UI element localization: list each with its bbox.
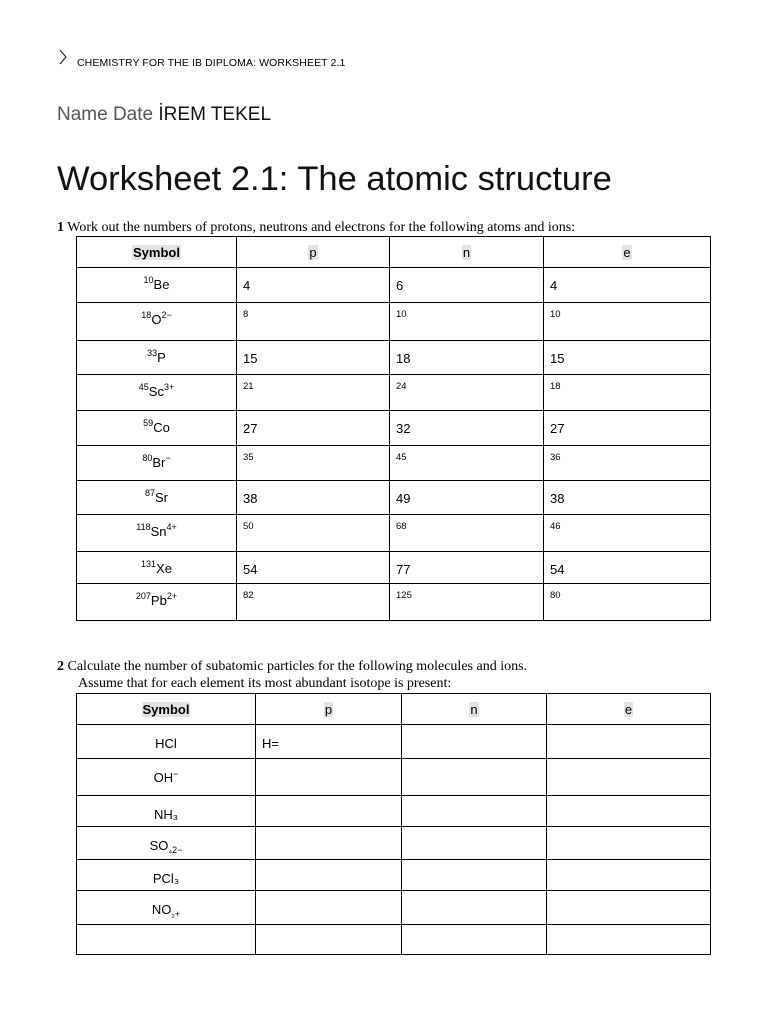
protons-cell[interactable]: 27 [237,411,390,446]
formula: NH₃ [153,807,179,822]
electrons-cell[interactable]: 46 [544,515,711,552]
formula-cell [77,827,256,860]
neutrons-cell[interactable]: 49 [390,481,544,515]
electrons-cell[interactable]: 4 [544,268,711,303]
isotope-symbol-cell [77,481,237,515]
atoms-ions-table [76,236,711,621]
formula-subscript: ₄2− [168,845,183,855]
formula-cell [77,860,256,891]
protons-cell[interactable] [256,796,402,827]
mass-number: 45 [138,381,149,392]
isotope-symbol-cell [77,303,237,341]
table-row [77,481,711,515]
table-row [77,725,711,759]
table-row [77,759,711,796]
electrons-cell[interactable] [547,860,711,891]
protons-cell[interactable] [256,759,402,796]
neutrons-cell[interactable]: 10 [390,303,544,341]
neutrons-cell[interactable]: 24 [390,375,544,411]
element-symbol: Xe [156,561,172,576]
electrons-cell[interactable] [547,725,711,759]
electrons-cell[interactable]: 80 [544,584,711,621]
formula-subscript: ₂+ [171,909,181,919]
molecules-ions-table [76,693,711,955]
electrons-cell[interactable] [547,827,711,860]
question-2-instruction: Assume that for each element its most abundant isotope is present: [78,676,452,691]
protons-cell[interactable] [256,827,402,860]
name-date-line [57,104,271,126]
formula-cell [77,796,256,827]
table-row [77,584,711,621]
neutrons-cell[interactable]: 125 [390,584,544,621]
formula-cell [77,759,256,796]
mass-number: 10 [143,274,154,285]
neutrons-cell[interactable]: 77 [390,552,544,584]
question-2-text: Calculate the number of subatomic particles for the following molecules and ions. [67,659,528,674]
formula-cell [77,925,256,955]
neutrons-cell[interactable] [402,759,547,796]
question-2-number: 2 [57,659,64,674]
electrons-cell[interactable]: 36 [544,446,711,481]
table-row [77,341,711,375]
protons-cell[interactable]: 15 [237,341,390,375]
element-symbol: P [157,350,166,365]
column-header-n: n [390,237,544,268]
neutrons-cell[interactable] [402,725,547,759]
element-symbol: Br [152,455,166,470]
formula: PCl₃ [152,871,180,886]
question-1-number: 1 [57,220,64,235]
table-row [77,268,711,303]
table-row [77,827,711,860]
electrons-cell[interactable]: 27 [544,411,711,446]
question-1 [57,220,575,236]
mass-number: 207 [135,590,151,601]
column-header-n: n [402,694,547,725]
isotope-symbol-cell [77,411,237,446]
column-header-symbol: Symbol [77,694,256,725]
mass-number: 33 [147,347,158,358]
ion-charge: − [173,769,179,779]
protons-cell[interactable]: 21 [237,375,390,411]
table-row [77,303,711,341]
element-symbol: Co [153,420,170,435]
isotope-symbol-cell [77,446,237,481]
mass-number: 80 [142,452,153,463]
question-2 [57,659,527,675]
name-date-label: Name Date [57,104,154,125]
element-symbol: Pb [150,593,167,608]
electrons-cell[interactable] [547,925,711,955]
table-row [77,552,711,584]
column-header-p: p [237,237,390,268]
worksheet-header: CHEMISTRY FOR THE IB DIPLOMA: WORKSHEET 2.1 [77,57,346,69]
column-header-p: p [256,694,402,725]
neutrons-cell[interactable]: 18 [390,341,544,375]
ion-charge: 4+ [166,521,177,532]
formula: NO [151,902,172,917]
mass-number: 18 [141,309,152,320]
column-header-symbol: Symbol [77,237,237,268]
isotope-symbol-cell [77,552,237,584]
formula-cell [77,725,256,759]
isotope-symbol-cell [77,341,237,375]
protons-cell[interactable]: 35 [237,446,390,481]
column-header-e: e [547,694,711,725]
protons-cell[interactable]: 50 [237,515,390,552]
electrons-cell[interactable] [547,891,711,925]
student-name: İREM TEKEL [158,104,272,125]
question-1-text: Work out the numbers of protons, neutrons and electrons for the following atoms and ions: [67,220,576,235]
protons-cell[interactable]: 82 [237,584,390,621]
protons-cell[interactable]: 4 [237,268,390,303]
table-row [77,796,711,827]
neutrons-cell[interactable]: 32 [390,411,544,446]
table-row [77,411,711,446]
electrons-cell[interactable]: 38 [544,481,711,515]
column-header-e: e [544,237,711,268]
neutrons-cell[interactable]: 6 [390,268,544,303]
isotope-symbol-cell [77,375,237,411]
ion-charge: − [165,452,171,463]
protons-cell[interactable] [256,860,402,891]
electrons-cell[interactable]: 18 [544,375,711,411]
chevron-right-icon [57,48,71,68]
element-symbol: Sn [150,524,167,539]
page-title: Worksheet 2.1: The atomic structure [57,160,612,198]
electrons-cell[interactable] [547,759,711,796]
formula: HCl [155,736,177,751]
table-row [77,515,711,552]
neutrons-cell[interactable] [402,925,547,955]
neutrons-cell[interactable]: 45 [390,446,544,481]
table-row [77,446,711,481]
element-symbol: O [151,312,162,327]
neutrons-cell[interactable]: 68 [390,515,544,552]
electrons-cell[interactable]: 15 [544,341,711,375]
isotope-symbol-cell [77,515,237,552]
table-row [77,375,711,411]
neutrons-cell[interactable] [402,860,547,891]
neutrons-cell[interactable] [402,891,547,925]
protons-cell[interactable] [256,891,402,925]
mass-number: 118 [136,521,151,532]
mass-number: 87 [144,487,155,498]
mass-number: 131 [141,558,157,569]
element-symbol: Sr [155,490,168,505]
element-symbol: Sc [148,384,164,399]
electrons-cell[interactable]: 10 [544,303,711,341]
neutrons-cell[interactable] [402,827,547,860]
isotope-symbol-cell [77,584,237,621]
neutrons-cell[interactable] [402,796,547,827]
protons-cell[interactable] [256,925,402,955]
ion-charge: 3+ [163,381,175,392]
isotope-symbol-cell [77,268,237,303]
table-row [77,860,711,891]
protons-cell[interactable]: 38 [237,481,390,515]
element-symbol: Be [153,277,170,292]
electrons-cell[interactable]: 54 [544,552,711,584]
formula-cell [77,891,256,925]
protons-cell[interactable]: H= [256,725,402,759]
table-row [77,925,711,955]
mass-number: 59 [143,417,154,428]
table-row [77,891,711,925]
protons-cell[interactable]: 8 [237,303,390,341]
protons-cell[interactable]: 54 [237,552,390,584]
formula: SO [149,838,169,853]
formula: OH [153,770,174,785]
electrons-cell[interactable] [547,796,711,827]
ion-charge: 2− [161,309,172,320]
ion-charge: 2+ [166,590,178,601]
